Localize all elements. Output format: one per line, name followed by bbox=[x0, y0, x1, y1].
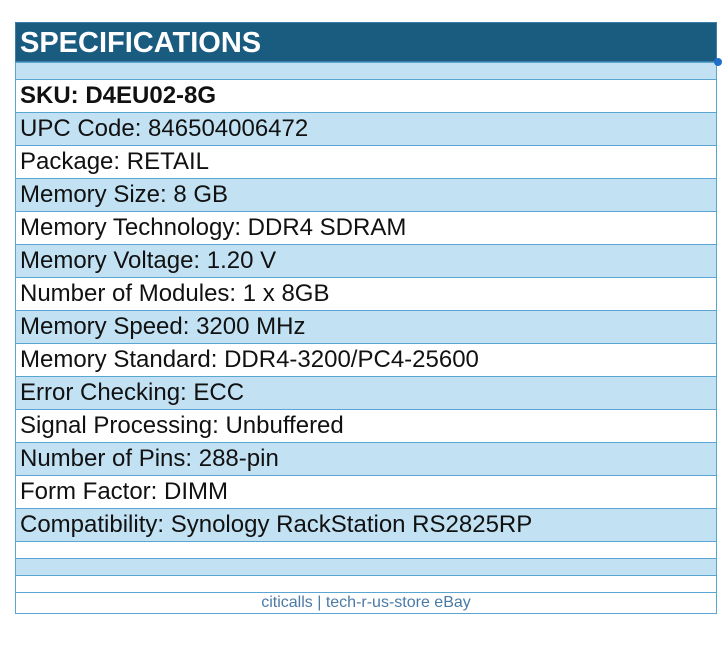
spec-number-of-pins: Number of Pins: 288-pin bbox=[16, 443, 717, 476]
spec-package: Package: RETAIL bbox=[16, 146, 717, 179]
table-row bbox=[16, 377, 717, 410]
specifications-header: SPECIFICATIONS bbox=[15, 22, 717, 62]
spec-compatibility: Compatibility: Synology RackStation RS2825RP bbox=[16, 509, 717, 542]
footer-text: citicalls | tech-r-us-store eBay bbox=[16, 593, 717, 614]
spec-number-of-modules: Number of Modules: 1 x 8GB bbox=[16, 278, 717, 311]
footer-row bbox=[16, 593, 717, 614]
spec-memory-speed: Memory Speed: 3200 MHz bbox=[16, 311, 717, 344]
table-row bbox=[16, 278, 717, 311]
table-row bbox=[16, 146, 717, 179]
table-row bbox=[16, 443, 717, 476]
spacer-row bbox=[16, 63, 717, 80]
table-row bbox=[16, 212, 717, 245]
table-row bbox=[16, 113, 717, 146]
spec-memory-size: Memory Size: 8 GB bbox=[16, 179, 717, 212]
spec-signal-processing: Signal Processing: Unbuffered bbox=[16, 410, 717, 443]
table-row bbox=[16, 344, 717, 377]
table-row bbox=[16, 509, 717, 542]
spec-memory-voltage: Memory Voltage: 1.20 V bbox=[16, 245, 717, 278]
spacer-row bbox=[16, 576, 717, 593]
table-row bbox=[16, 80, 717, 113]
spec-sku: SKU: D4EU02-8G bbox=[16, 80, 717, 113]
resize-handle-icon[interactable] bbox=[714, 58, 722, 66]
spacer-row bbox=[16, 542, 717, 559]
table-row bbox=[16, 311, 717, 344]
specifications-table bbox=[15, 62, 717, 614]
spec-form-factor: Form Factor: DIMM bbox=[16, 476, 717, 509]
table-row bbox=[16, 179, 717, 212]
spec-memory-technology: Memory Technology: DDR4 SDRAM bbox=[16, 212, 717, 245]
table-row bbox=[16, 410, 717, 443]
table-row bbox=[16, 476, 717, 509]
spacer-cell bbox=[16, 63, 717, 80]
spacer-cell bbox=[16, 576, 717, 593]
spacer-row bbox=[16, 559, 717, 576]
spec-error-checking: Error Checking: ECC bbox=[16, 377, 717, 410]
spec-memory-standard: Memory Standard: DDR4-3200/PC4-25600 bbox=[16, 344, 717, 377]
spec-upc-code: UPC Code: 846504006472 bbox=[16, 113, 717, 146]
spacer-cell bbox=[16, 542, 717, 559]
specifications-panel bbox=[15, 22, 717, 614]
table-row bbox=[16, 245, 717, 278]
spacer-cell bbox=[16, 559, 717, 576]
